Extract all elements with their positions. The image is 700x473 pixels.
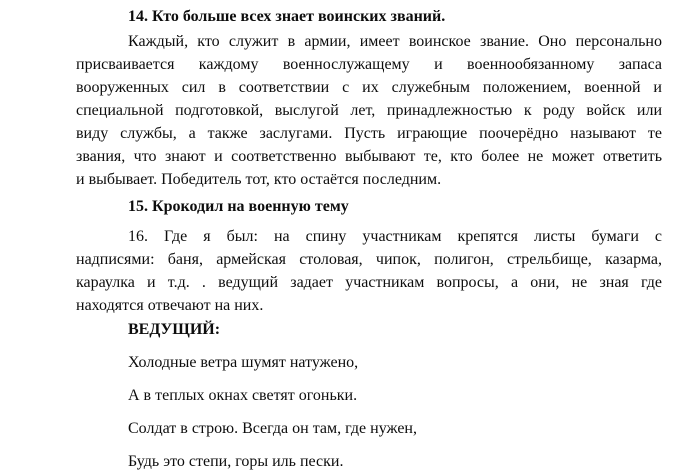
text-line: и выбывает. Победитель тот, кто остаётся последним.: [76, 171, 442, 188]
verse-line-2: А в теплых окнах светят огоньки.: [128, 387, 358, 404]
verse-line-4: Будь это степи, горы иль пески.: [128, 453, 344, 470]
text-line: звания, что знают и соответственно выбывают те, кто более не может ответить: [76, 148, 662, 165]
text-line: караулка и т.д. . ведущий задает участникам вопросы, а они, не зная где: [76, 274, 662, 291]
verse-line-3: Солдат в строю. Всегда он там, где нужен,: [128, 420, 417, 437]
text-line: надписями: баня, армейская столовая, чипок, полигон, стрельбище, казарма,: [76, 251, 662, 268]
text-line: виду службы, а также заслугами. Пусть играющие поочерёдно называют те: [76, 125, 662, 142]
text-line: Каждый, кто служит в армии, имеет воинское звание. Оно персонально: [128, 33, 662, 50]
paragraph-16: [76, 225, 662, 317]
text-line: 16. Где я был: на спину участникам крепятся листы бумаги с: [128, 228, 662, 245]
verse-line-1: Холодные ветра шумят натужено,: [128, 354, 359, 371]
text-line: специальной подготовкой, выслугой лет, принадлежностью к роду войск или: [76, 102, 662, 119]
text-line: вооруженных сил в соответствии с их служебным положением, военной и: [76, 79, 662, 96]
section-heading-15: 15. Крокодил на военную тему: [128, 198, 349, 215]
document-content: [76, 5, 662, 473]
text-line: присваивается каждому военнослужащему и военнообязанному запаса: [76, 56, 662, 73]
paragraph-14: [76, 30, 662, 191]
text-line: находятся отвечают на них.: [76, 297, 264, 314]
section-heading-14: 14. Кто больше всех знает воинских званий.: [128, 8, 446, 25]
section-heading-vedushchiy: ВЕДУЩИЙ:: [128, 321, 221, 338]
